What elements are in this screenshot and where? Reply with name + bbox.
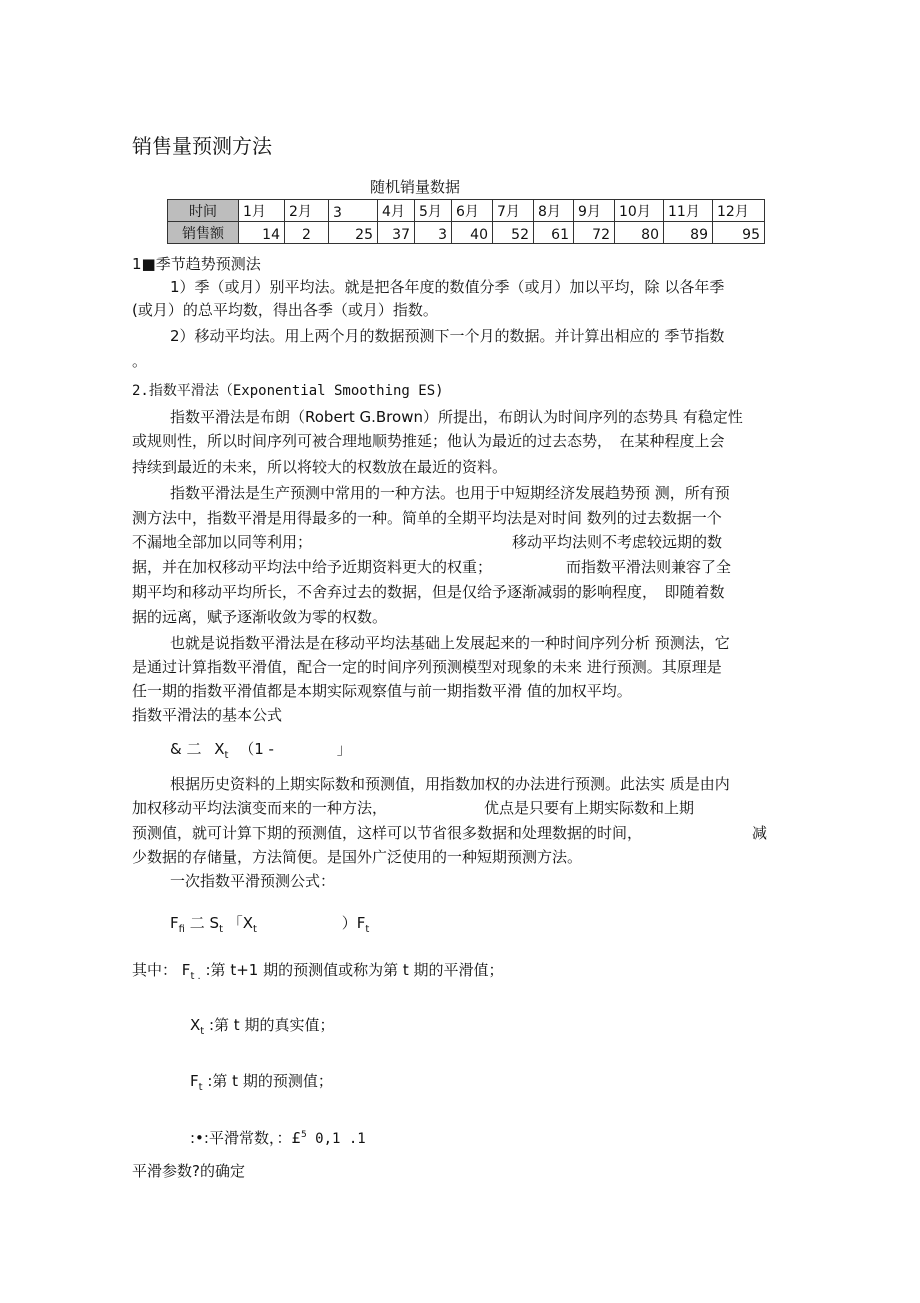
paragraph-line: 据，并在加权移动平均法中给予近期资料更大的权重； [132, 558, 493, 576]
paragraph-line: 。 [132, 352, 148, 370]
month-cell: 9月 [574, 200, 615, 222]
paragraph-line: 持续到最近的未来，所以将较大的权数放在最近的资料。 [132, 458, 508, 476]
formula-part: （1 - [239, 740, 274, 758]
paragraph-line: 减 [752, 824, 768, 842]
sales-cell: 14 [239, 222, 285, 244]
month-cell: 3 [329, 200, 378, 222]
paragraph-line: 指数平滑法是生产预测中常用的一种方法。也用于中短期经济发展趋势预 测，所有预 [170, 484, 730, 502]
single-formula [170, 912, 369, 935]
sales-cell: 37 [378, 222, 415, 244]
formula-subscript: fi [178, 924, 185, 935]
month-cell: 6月 [452, 200, 493, 222]
formula-subscript: t [200, 1026, 205, 1037]
paragraph-line: 优点是只要有上期实际数和上期 [484, 799, 695, 817]
month-cell: 12月 [713, 200, 765, 222]
sales-cell: 80 [615, 222, 664, 244]
definition-text: :第 t 期的真实值； [208, 1016, 335, 1034]
formula-part: 」 [336, 740, 352, 758]
paragraph-line: 指数平滑法是布朗（Robert G.Brown）所提出，布朗认为时间序列的态势具 有稳定性 [170, 408, 743, 426]
paragraph-line: 2）移动平均法。用上两个月的数据预测下一个月的数据。并计算出相应的 季节指数 [170, 327, 725, 345]
sales-cell: 95 [713, 222, 765, 244]
section-1-heading: 1■季节趋势预测法 [132, 255, 261, 273]
month-cell: 10月 [615, 200, 664, 222]
definition-text: :第 t 期的预测值； [207, 1072, 333, 1090]
sales-table [167, 199, 765, 244]
formula-subscript: t [219, 924, 223, 935]
formula-subscript: t [253, 924, 257, 935]
paragraph-line: 不漏地全部加以同等利用； [132, 533, 313, 551]
sales-cell: 2 [285, 222, 329, 244]
sales-cell: 89 [664, 222, 713, 244]
formula-var: F [170, 914, 179, 932]
formula-subscript: t . [190, 971, 201, 982]
definition-line [190, 1014, 334, 1043]
formula-var: X [214, 740, 225, 758]
paragraph-line: 据的远离，赋予逐渐收敛为零的权数。 [132, 608, 388, 626]
sales-cell: 25 [329, 222, 378, 244]
where-line [132, 959, 504, 988]
formula-part: & 二 [170, 740, 202, 758]
month-cell: 8月 [534, 200, 574, 222]
formula-heading: 一次指数平滑预测公式： [170, 872, 336, 890]
paragraph-line: 是通过计算指数平滑值，配合一定的时间序列预测模型对现象的未来 进行预测。其原理是 [132, 658, 722, 676]
month-cell: 11月 [664, 200, 713, 222]
definition-line [190, 1124, 366, 1150]
month-cell: 1月 [239, 200, 285, 222]
paragraph-line: 测方法中，指数平滑是用得最多的一种。简单的全期平均法是对时间 数列的过去数据一个 [132, 509, 722, 527]
table-caption: 随机销量数据 [370, 178, 461, 196]
paragraph-line: 移动平均法则不考虑较远期的数 [512, 533, 723, 551]
row-label-time: 时间 [168, 200, 239, 222]
where-label: 其中： [132, 961, 178, 979]
formula-subscript: t [198, 1082, 203, 1093]
paragraph-line: 任一期的指数平滑值都是本期实际观察值与前一期指数平滑 值的加权平均。 [132, 682, 632, 700]
paragraph-line: 或规则性，所以时间序列可被合理地顺势推延；他认为最近的过去态势， 在某种程度上会 [132, 432, 725, 450]
paragraph-line: 加权移动平均法演变而来的一种方法， [132, 799, 388, 817]
paragraph-line: (或月）的总平均数，得出各季（或月）指数。 [132, 301, 438, 319]
paragraph-line: 期平均和移动平均所长，不舍弃过去的数据，但是仅给予逐渐减弱的影响程度， 即随着数 [132, 583, 725, 601]
definition-text: :第 t+1 期的预测值或称为第 t 期的平滑值； [205, 961, 504, 979]
paragraph-line: 也就是说指数平滑法是在移动平均法基础上发展起来的一种时间序列分析 预测法，它 [170, 634, 730, 652]
paragraph-line: 少数据的存储量，方法简便。是国外广泛使用的一种短期预测方法。 [132, 848, 583, 866]
table-row-sales [168, 222, 765, 244]
definition-line [190, 1070, 333, 1099]
definition-text: :•:平滑常数，：£ [190, 1129, 301, 1147]
paragraph-line: 预测值，就可计算下期的预测值，这样可以节省很多数据和处理数据的时间， [132, 824, 643, 842]
basic-formula [170, 738, 352, 761]
row-label-sales: 销售额 [168, 222, 239, 244]
sales-cell: 40 [452, 222, 493, 244]
formula-var: F [181, 961, 191, 979]
paragraph-line: 根据历史资料的上期实际数和预测值，用指数加权的办法进行预测。此法实 质是由内 [170, 775, 730, 793]
definition-text: 0,1 .1 [306, 1131, 366, 1147]
formula-superscript: 5 [301, 1130, 307, 1140]
paragraph-line: 而指数平滑法则兼容了全 [566, 558, 732, 576]
formula-var: F [190, 1072, 199, 1090]
sales-cell: 72 [574, 222, 615, 244]
month-cell: 7月 [493, 200, 534, 222]
formula-part: ）F [341, 914, 366, 932]
sales-cell: 3 [415, 222, 452, 244]
table-row-time [168, 200, 765, 222]
month-cell: 5月 [415, 200, 452, 222]
formula-part: 「X [227, 914, 254, 932]
paragraph-line: 1）季（或月）别平均法。就是把各年度的数值分季（或月）加以平均，除 以各年季 [170, 278, 725, 296]
page-title: 销售量预测方法 [132, 134, 272, 158]
month-cell: 2月 [285, 200, 329, 222]
formula-var: S [209, 914, 220, 932]
month-cell: 4月 [378, 200, 415, 222]
formula-part: 二 [189, 914, 205, 932]
formula-heading: 指数平滑法的基本公式 [132, 706, 283, 724]
sales-cell: 61 [534, 222, 574, 244]
section-heading: 平滑参数?的确定 [132, 1162, 245, 1180]
formula-var: X [190, 1016, 201, 1034]
section-2-heading: 2.指数平滑法（Exponential Smoothing ES) [132, 383, 444, 399]
sales-cell: 52 [493, 222, 534, 244]
formula-subscript: t [365, 924, 370, 935]
formula-subscript: t [224, 750, 229, 761]
